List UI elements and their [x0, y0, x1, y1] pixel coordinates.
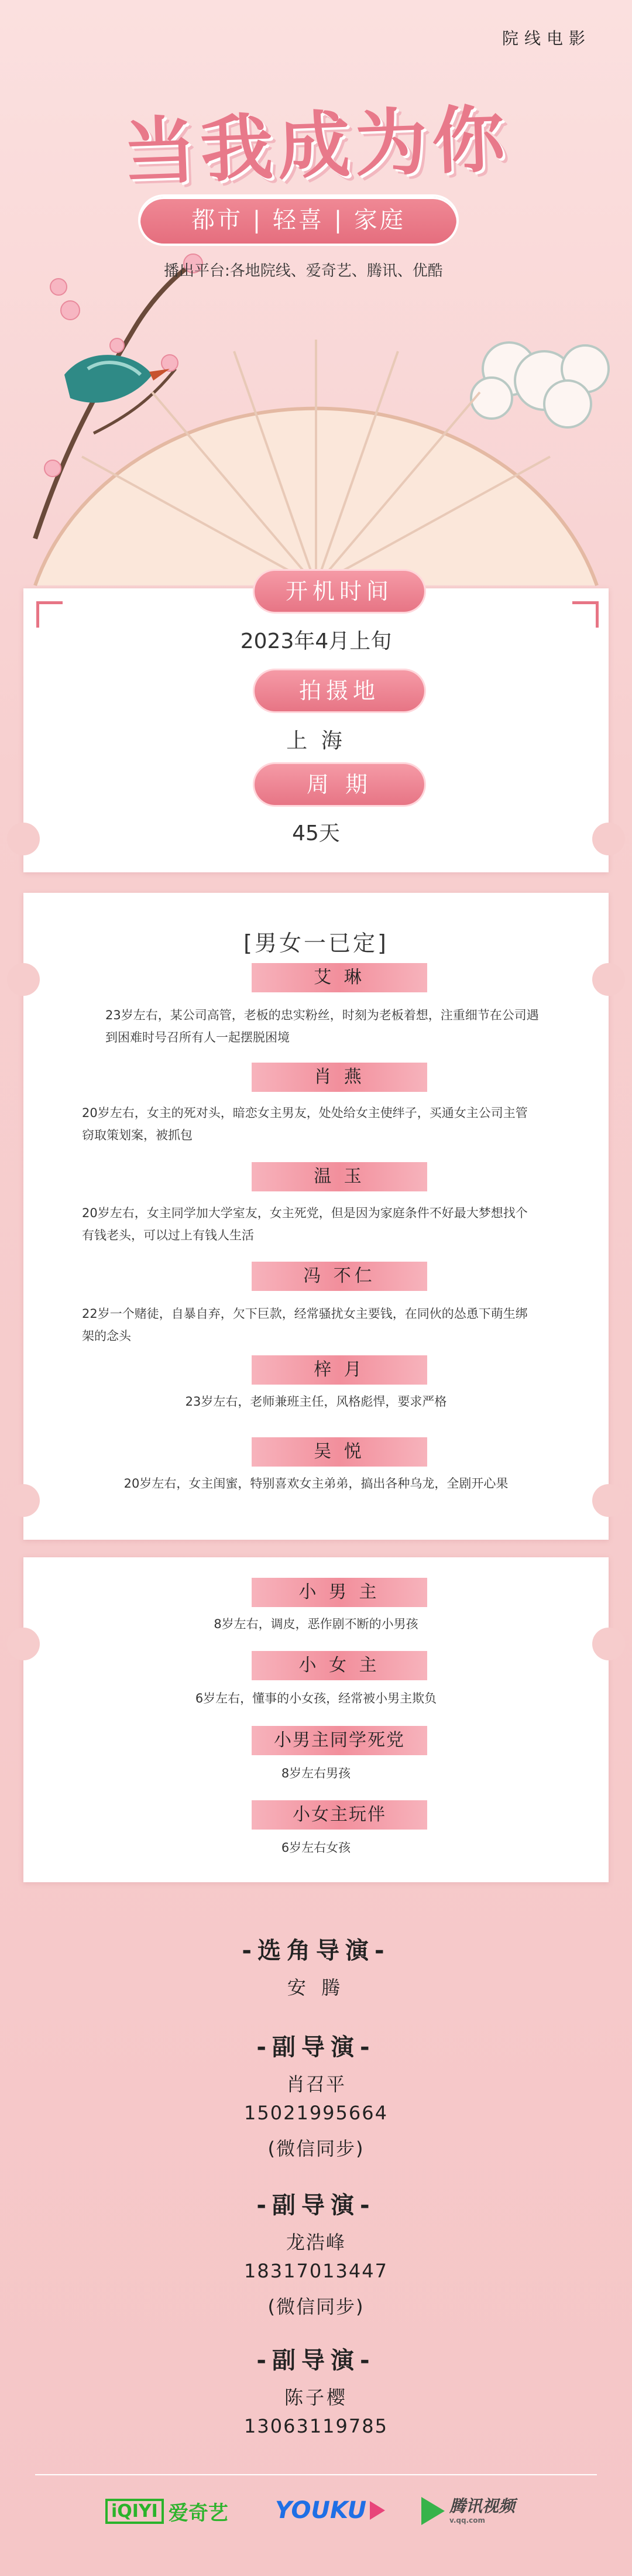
movie-title: 当我成为你 — [122, 97, 511, 196]
film-type-tagline: 院线电影 — [502, 29, 591, 48]
tencent-play-icon — [421, 2497, 445, 2525]
kids-roles-card — [23, 1557, 609, 1882]
assistant-director-phone: 15021995664 — [244, 2102, 388, 2124]
iqiyi-logo-text: 爱奇艺 — [168, 2502, 228, 2525]
role-name: 梓 月 — [252, 1355, 427, 1385]
assistant-director-name: 龙浩峰 — [286, 2231, 346, 2253]
assistant-director-heading: -副导演- — [256, 2192, 376, 2219]
card-notch — [592, 963, 625, 996]
role-description: 6岁左右女孩 — [281, 1841, 351, 1855]
assistant-director-heading: -副导演- — [256, 2034, 376, 2061]
platform-info: 播出平台:各地院线、爱奇艺、腾讯、优酷 — [164, 262, 443, 280]
corner-bracket-left — [36, 601, 63, 628]
role-name: 肖 燕 — [252, 1063, 427, 1092]
assistant-director-phone: 18317013447 — [244, 2260, 388, 2282]
youku-play-icon — [370, 2501, 385, 2520]
tencent-video-logo — [421, 2497, 515, 2525]
youku-logo-text: YOUKU — [275, 2497, 367, 2524]
assistant-director-phone: 13063119785 — [244, 2415, 388, 2437]
production-card — [23, 578, 609, 872]
assistant-director-heading: -副导演- — [256, 2347, 376, 2374]
role-name: 艾 琳 — [252, 963, 427, 992]
casting-director-name: 安 腾 — [287, 1976, 345, 1999]
tencent-video-url: v.qq.com — [449, 2516, 486, 2524]
role-description: 22岁一个赌徒，自暴自弃，欠下巨款，经常骚扰女主要钱，在同伙的怂恿下萌生绑架的念头 — [82, 1307, 528, 1343]
lead-roles-card — [23, 893, 609, 1540]
role-description: 6岁左右，懂事的小女孩，经常被小男主欺负 — [195, 1691, 437, 1705]
role-description: 23岁左右，某公司高管，老板的忠实粉丝，时刻为老板着想，注重细节在公司遇到困难时号召所有人一起摆脱困境 — [105, 1008, 539, 1044]
assistant-director-note: (微信同步) — [267, 2296, 365, 2318]
iqiyi-logo — [105, 2497, 228, 2526]
start-time-value: 2023年4月上旬 — [240, 629, 392, 653]
card-notch — [7, 963, 40, 996]
role-description: 20岁左右，女主闺蜜，特别喜欢女主弟弟，搞出各种乌龙，全剧开心果 — [123, 1477, 509, 1491]
casting-director-heading: -选角导演- — [242, 1937, 390, 1964]
role-name: 温 玉 — [252, 1162, 427, 1191]
decor-fan — [12, 328, 620, 597]
role-description: 23岁左右，老师兼班主任，风格彪悍，要求严格 — [185, 1395, 447, 1409]
role-description: 8岁左右，调皮，恶作剧不断的小男孩 — [214, 1617, 418, 1631]
role-name: 冯 不仁 — [252, 1262, 427, 1291]
iqiyi-logo-mark: iQIYI — [105, 2499, 164, 2524]
location-value: 上 海 — [286, 729, 346, 753]
assistant-director-note: (微信同步) — [267, 2137, 365, 2160]
role-name: 吴 悦 — [252, 1437, 427, 1467]
corner-bracket-right — [572, 601, 599, 628]
role-description: 8岁左右男孩 — [281, 1766, 351, 1780]
location-label: 拍摄地 — [255, 670, 424, 711]
role-description: 20岁左右，女主的死对头，暗恋女主男友，处处给女主使绊子，买通女主公司主管窃取策划案，被抓包 — [82, 1106, 528, 1142]
footer-divider — [35, 2474, 597, 2475]
leads-title: [男女一已定] — [243, 930, 389, 956]
role-description: 20岁左右，女主同学加大学室友，女主死党，但是因为家庭条件不好最大梦想找个有钱老头，可以过上有钱人生活 — [82, 1206, 528, 1242]
role-name: 小 男 主 — [252, 1578, 427, 1607]
role-name: 小男主同学死党 — [252, 1726, 427, 1755]
assistant-director-name: 陈子樱 — [284, 2386, 348, 2409]
role-name: 小 女 主 — [252, 1651, 427, 1680]
tencent-video-text: 腾讯视频 — [449, 2496, 516, 2516]
assistant-director-name: 肖召平 — [286, 2073, 346, 2095]
youku-logo — [275, 2497, 385, 2524]
period-label: 周 期 — [255, 764, 424, 805]
period-value: 45天 — [292, 821, 340, 845]
start-time-label: 开机时间 — [255, 571, 424, 612]
role-name: 小女主玩伴 — [252, 1800, 427, 1830]
genre-pill: 都市 | 轻喜 | 家庭 — [140, 197, 456, 244]
